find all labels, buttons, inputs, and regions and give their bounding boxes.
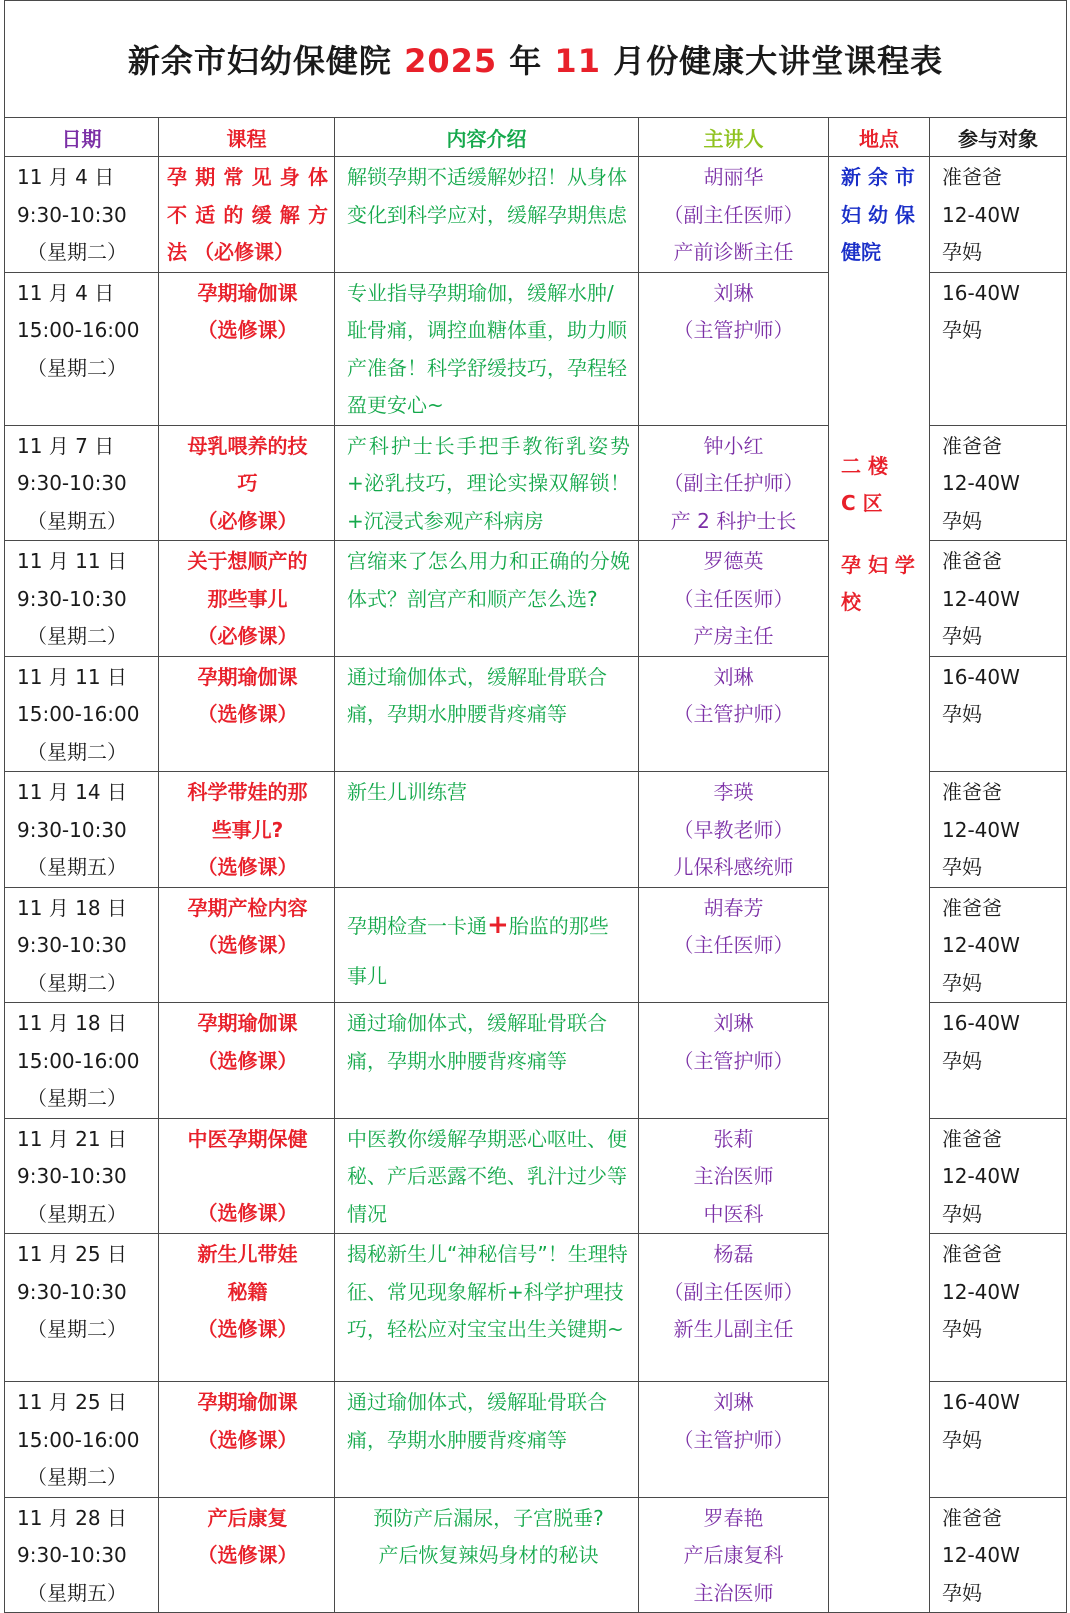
course-cell: 关于想顺产的 那些事儿 （必修课） [159, 541, 335, 657]
speaker-cell: 罗春艳 产后康复科 主治医师 [639, 1497, 829, 1613]
speaker-cell: 罗德英 （主任医师） 产房主任 [639, 541, 829, 657]
speaker-cell: 刘琳 （主管护师） [639, 272, 829, 425]
table-row [5, 157, 1067, 273]
intro-cell: 孕期检查一卡通+胎监的那些 事儿 [335, 887, 639, 1003]
date-cell: 11 月 4 日 9:30-10:30 （星期二） [5, 157, 159, 273]
audience-cell: 准爸爸 12-40W 孕妈 [930, 157, 1067, 273]
speaker-cell: 钟小红 （副主任护师） 产 2 科护士长 [639, 425, 829, 541]
header-row [5, 118, 1067, 157]
schedule-sheet [4, 0, 1066, 1605]
intro-cell: 宫缩来了怎么用力和正确的分娩体式？剖宫产和顺产怎么选? [335, 541, 639, 657]
intro-cell: 产科护士长手把手教衔乳姿势+泌乳技巧，理论实操双解锁！+沉浸式参观产科病房 [335, 425, 639, 541]
speaker-cell: 刘琳 （主管护师） [639, 1003, 829, 1119]
course-cell: 科学带娃的那 些事儿? （选修课） [159, 772, 335, 888]
intro-cell: 中医教你缓解孕期恶心呕吐、便秘、产后恶露不绝、乳汁过少等情况 [335, 1118, 639, 1234]
date-cell: 11 月 11 日 15:00-16:00 （星期二） [5, 656, 159, 772]
intro-cell: 解锁孕期不适缓解妙招！从身体变化到科学应对，缓解孕期焦虑 [335, 157, 639, 273]
date-cell: 11 月 25 日 9:30-10:30 （星期二） [5, 1234, 159, 1382]
date-cell: 11 月 18 日 15:00-16:00 （星期二） [5, 1003, 159, 1119]
course-cell: 孕期瑜伽课 （选修课） [159, 272, 335, 425]
course-cell: 孕期瑜伽课 （选修课） [159, 1003, 335, 1119]
header-intro: 内容介绍 [335, 118, 639, 157]
intro-cell: 通过瑜伽体式，缓解耻骨联合痛，孕期水肿腰背疼痛等 [335, 1382, 639, 1498]
audience-cell: 16-40W 孕妈 [930, 656, 1067, 772]
date-cell: 11 月 28 日 9:30-10:30 （星期五） [5, 1497, 159, 1613]
header-audience: 参与对象 [930, 118, 1067, 157]
intro-cell: 通过瑜伽体式，缓解耻骨联合痛，孕期水肿腰背疼痛等 [335, 1003, 639, 1119]
intro-cell: 专业指导孕期瑜伽，缓解水肿/耻骨痛，调控血糖体重，助力顺产准备！科学舒缓技巧，孕程轻盈更安心~ [335, 272, 639, 425]
header-location: 地点 [829, 118, 930, 157]
audience-cell: 16-40W 孕妈 [930, 1003, 1067, 1119]
course-cell: 产后康复 （选修课） [159, 1497, 335, 1613]
audience-cell: 准爸爸 12-40W 孕妈 [930, 1234, 1067, 1382]
speaker-cell: 胡春芳 （主任医师） [639, 887, 829, 1003]
date-cell: 11 月 11 日 9:30-10:30 （星期二） [5, 541, 159, 657]
schedule-table [4, 0, 1067, 1613]
course-cell: 孕期产检内容 （选修课） [159, 887, 335, 1003]
audience-cell: 准爸爸 12-40W 孕妈 [930, 1118, 1067, 1234]
speaker-cell: 张莉 主治医师 中医科 [639, 1118, 829, 1234]
date-cell: 11 月 7 日 9:30-10:30 （星期五） [5, 425, 159, 541]
course-cell: 中医孕期保健 （选修课） [159, 1118, 335, 1234]
course-cell: 孕期瑜伽课 （选修课） [159, 656, 335, 772]
date-cell: 11 月 14 日 9:30-10:30 （星期五） [5, 772, 159, 888]
audience-cell: 准爸爸 12-40W 孕妈 [930, 772, 1067, 888]
audience-cell: 准爸爸 12-40W 孕妈 [930, 541, 1067, 657]
date-cell: 11 月 25 日 15:00-16:00 （星期二） [5, 1382, 159, 1498]
header-course: 课程 [159, 118, 335, 157]
speaker-cell: 胡丽华 （副主任医师） 产前诊断主任 [639, 157, 829, 273]
audience-cell: 准爸爸 12-40W 孕妈 [930, 425, 1067, 541]
audience-cell: 16-40W 孕妈 [930, 1382, 1067, 1498]
course-cell: 新生儿带娃 秘籍 （选修课） [159, 1234, 335, 1382]
date-cell: 11 月 21 日 9:30-10:30 （星期五） [5, 1118, 159, 1234]
speaker-cell: 刘琳 （主管护师） [639, 1382, 829, 1498]
intro-cell: 新生儿训练营 [335, 772, 639, 888]
speaker-cell: 李瑛 （早教老师） 儿保科感统师 [639, 772, 829, 888]
location-cell: 新 余 市 妇 幼 保 健院 二 楼 C 区 孕 妇 学 校 [829, 157, 930, 1613]
course-cell: 母乳喂养的技 巧 （必修课） [159, 425, 335, 541]
audience-cell: 准爸爸 12-40W 孕妈 [930, 1497, 1067, 1613]
intro-cell: 通过瑜伽体式，缓解耻骨联合痛，孕期水肿腰背疼痛等 [335, 656, 639, 772]
course-cell: 孕 期 常 见 身 体 不 适 的 缓 解 方 法 （必修课） [159, 157, 335, 273]
plus-icon: + [487, 909, 509, 940]
course-cell: 孕期瑜伽课 （选修课） [159, 1382, 335, 1498]
speaker-cell: 刘琳 （主管护师） [639, 656, 829, 772]
date-cell: 11 月 4 日 15:00-16:00 （星期二） [5, 272, 159, 425]
audience-cell: 16-40W 孕妈 [930, 272, 1067, 425]
audience-cell: 准爸爸 12-40W 孕妈 [930, 887, 1067, 1003]
intro-cell: 揭秘新生儿“神秘信号”！生理特征、常见现象解析+科学护理技巧，轻松应对宝宝出生关键期~ [335, 1234, 639, 1382]
speaker-cell: 杨磊 （副主任医师） 新生儿副主任 [639, 1234, 829, 1382]
intro-cell: 预防产后漏尿，子宫脱垂? 产后恢复辣妈身材的秘诀 [335, 1497, 639, 1613]
header-date: 日期 [5, 118, 159, 157]
date-cell: 11 月 18 日 9:30-10:30 （星期二） [5, 887, 159, 1003]
header-speaker: 主讲人 [639, 118, 829, 157]
page-title: 新余市妇幼保健院 2025 年 11 月份健康大讲堂课程表 [5, 1, 1067, 118]
